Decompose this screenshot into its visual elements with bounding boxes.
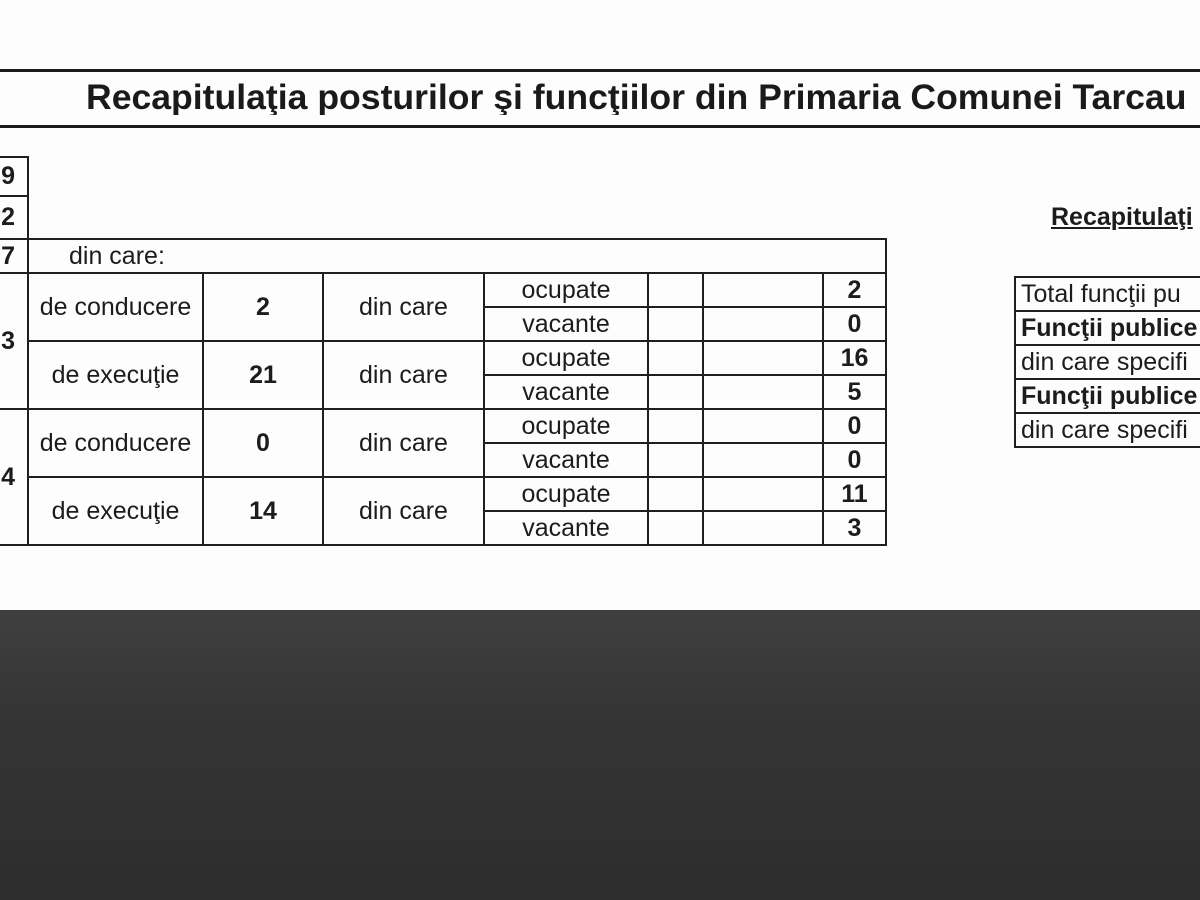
- status-cell: vacante: [484, 307, 648, 341]
- summary-row: din care specifi: [1016, 414, 1200, 448]
- empty-cell: [648, 477, 703, 511]
- total-cell: 14: [203, 477, 323, 545]
- empty-cell: [703, 477, 823, 511]
- table-row: [0, 239, 886, 273]
- summary-row: Funcţii publice: [1016, 312, 1200, 346]
- status-cell: ocupate: [484, 273, 648, 307]
- total-cell: 21: [203, 341, 323, 409]
- left-column-cell: 3: [0, 273, 28, 409]
- status-cell: vacante: [484, 511, 648, 545]
- category-cell: de conducere: [28, 409, 203, 477]
- din-care-header: din care:: [28, 239, 886, 273]
- left-column-cell: 9: [0, 157, 28, 196]
- summary-row: din care specifi: [1016, 346, 1200, 380]
- left-column-cell: 4: [0, 409, 28, 545]
- count-cell: 0: [823, 409, 886, 443]
- count-cell: 0: [823, 307, 886, 341]
- status-cell: ocupate: [484, 341, 648, 375]
- summary-heading: Recapitulaţi: [1051, 203, 1193, 231]
- title-box: [0, 69, 1200, 128]
- summary-table: [1014, 276, 1200, 448]
- left-column-cell: 7: [0, 239, 28, 273]
- count-cell: 0: [823, 443, 886, 477]
- empty-cell: [648, 307, 703, 341]
- empty-cell: [648, 443, 703, 477]
- empty-cell: [648, 375, 703, 409]
- empty-cell: [648, 273, 703, 307]
- table-row: [0, 273, 886, 307]
- viewer-backdrop: [0, 610, 1200, 900]
- empty-cell: [703, 307, 823, 341]
- empty-cell: [703, 375, 823, 409]
- count-cell: 16: [823, 341, 886, 375]
- table-row: [0, 196, 886, 239]
- empty-cell: [648, 511, 703, 545]
- empty-cell: [703, 409, 823, 443]
- count-cell: 2: [823, 273, 886, 307]
- table-row: [0, 409, 886, 443]
- split-label-cell: din care: [323, 409, 484, 477]
- split-label-cell: din care: [323, 341, 484, 409]
- summary-row: Funcţii publice: [1016, 380, 1200, 414]
- category-cell: de execuţie: [28, 341, 203, 409]
- empty-cell: [648, 409, 703, 443]
- posts-table: [0, 156, 887, 546]
- count-cell: 11: [823, 477, 886, 511]
- table-row: [0, 157, 886, 196]
- empty-cell: [703, 273, 823, 307]
- status-cell: ocupate: [484, 477, 648, 511]
- total-cell: 2: [203, 273, 323, 341]
- category-cell: de conducere: [28, 273, 203, 341]
- empty-cell: [648, 341, 703, 375]
- status-cell: ocupate: [484, 409, 648, 443]
- blank-area: [28, 157, 886, 196]
- empty-cell: [703, 443, 823, 477]
- left-column-cell: 2: [0, 196, 28, 239]
- count-cell: 5: [823, 375, 886, 409]
- split-label-cell: din care: [323, 477, 484, 545]
- blank-area: [28, 196, 886, 239]
- count-cell: 3: [823, 511, 886, 545]
- split-label-cell: din care: [323, 273, 484, 341]
- status-cell: vacante: [484, 443, 648, 477]
- empty-cell: [703, 511, 823, 545]
- category-cell: de execuţie: [28, 477, 203, 545]
- status-cell: vacante: [484, 375, 648, 409]
- empty-cell: [703, 341, 823, 375]
- page-title: Recapitulaţia posturilor şi funcţiilor din Primaria Comunei Tarcau: [86, 79, 1187, 115]
- summary-row: Total funcţii pu: [1016, 278, 1200, 312]
- table-row: [0, 477, 886, 511]
- table-row: [0, 341, 886, 375]
- total-cell: 0: [203, 409, 323, 477]
